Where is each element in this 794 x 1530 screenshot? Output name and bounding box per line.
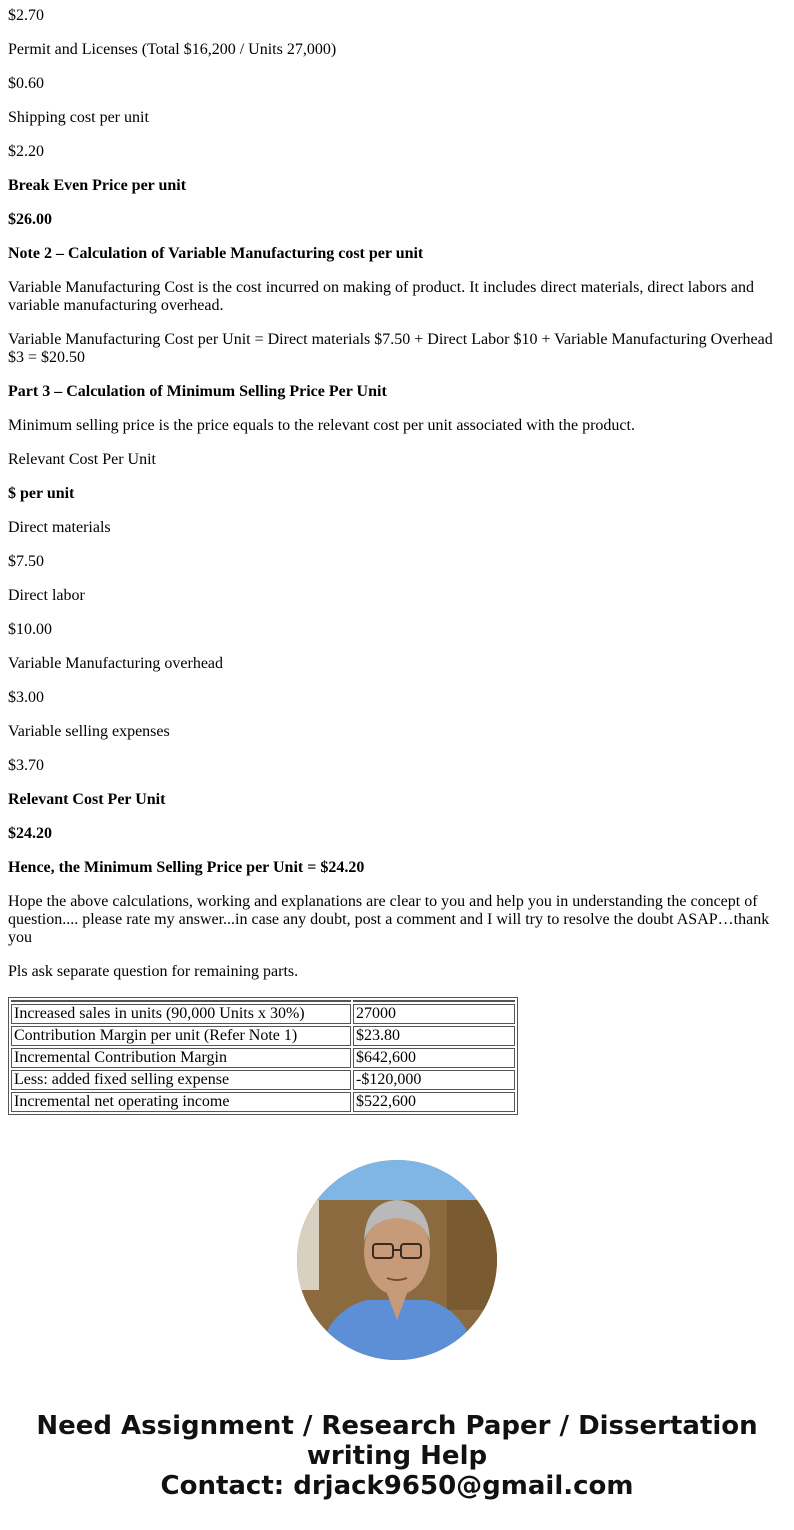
text-line: Variable Manufacturing Cost is the cost incurred on making of product. It includes direct materials, direct labors and variable manufacturing overhead. <box>8 279 754 314</box>
text-line: Minimum selling price is the price equals to the relevant cost per unit associated with the product. <box>8 417 635 434</box>
answer-body <box>0 7 794 1115</box>
table-cell-label: Incremental net operating income <box>11 1092 351 1112</box>
conclusion-line: Hence, the Minimum Selling Price per Unit = $24.20 <box>8 859 365 876</box>
promo-line: Need Assignment / Research Paper / Dissertation <box>36 1411 758 1441</box>
author-portrait-image <box>297 1160 497 1360</box>
promo-line: writing Help <box>306 1441 488 1471</box>
table-cell-label: Incremental Contribution Margin <box>11 1048 351 1068</box>
text-line: $7.50 <box>8 553 44 570</box>
text-line: $10.00 <box>8 621 52 638</box>
text-line: $2.70 <box>8 7 44 24</box>
table-row <box>11 1004 515 1024</box>
promo-banner <box>0 1411 794 1501</box>
promo-contact-line: Contact: drjack9650@gmail.com <box>160 1471 634 1501</box>
table-row <box>11 1048 515 1068</box>
table-cell-value: 27000 <box>353 1004 515 1024</box>
heading-line: $26.00 <box>8 211 52 228</box>
text-line: Relevant Cost Per Unit <box>8 451 156 468</box>
table-cell-value: $522,600 <box>353 1092 515 1112</box>
text-line: Direct labor <box>8 587 85 604</box>
author-photo <box>297 1160 497 1360</box>
photo-sky <box>297 1160 497 1200</box>
section-heading: Note 2 – Calculation of Variable Manufacturing cost per unit <box>8 245 424 262</box>
table-cell-label: Less: added fixed selling expense <box>11 1070 351 1090</box>
text-line: Hope the above calculations, working and explanations are clear to you and help you in understanding the concept of question.... please rate my answer...in case any doubt, post a comment and I will try to resolve the doubt ASAP…thank you <box>8 893 770 946</box>
photo-window <box>297 1200 319 1290</box>
text-line: Shipping cost per unit <box>8 109 149 126</box>
table-row <box>11 1070 515 1090</box>
heading-line: Break Even Price per unit <box>8 177 187 194</box>
table-cell-label: Contribution Margin per unit (Refer Note 1) <box>11 1026 351 1046</box>
text-line: Variable selling expenses <box>8 723 170 740</box>
table-cell-value: -$120,000 <box>353 1070 515 1090</box>
table-spacer-row <box>11 1000 515 1002</box>
section-heading: Part 3 – Calculation of Minimum Selling Price Per Unit <box>8 383 387 400</box>
heading-line: Relevant Cost Per Unit <box>8 791 166 808</box>
incremental-income-table <box>8 997 518 1115</box>
text-line: Variable Manufacturing Cost per Unit = Direct materials $7.50 + Direct Labor $10 + Variable Manufacturing Overhead $3 = $20.50 <box>8 331 773 366</box>
text-line: Variable Manufacturing overhead <box>8 655 224 672</box>
text-line: $3.70 <box>8 757 44 774</box>
heading-line: $ per unit <box>8 485 75 502</box>
heading-line: $24.20 <box>8 825 52 842</box>
text-line: Direct materials <box>8 519 111 536</box>
photo-carving <box>447 1200 497 1310</box>
table-row <box>11 1026 515 1046</box>
table-cell-label: Increased sales in units (90,000 Units x 30%) <box>11 1004 351 1024</box>
text-line: Permit and Licenses (Total $16,200 / Units 27,000) <box>8 41 337 58</box>
table-cell-value: $23.80 <box>353 1026 515 1046</box>
text-line: Pls ask separate question for remaining parts. <box>8 963 299 980</box>
text-line: $2.20 <box>8 143 44 160</box>
table-cell-value: $642,600 <box>353 1048 515 1068</box>
table-row <box>11 1092 515 1112</box>
text-line: $0.60 <box>8 75 44 92</box>
text-line: $3.00 <box>8 689 44 706</box>
